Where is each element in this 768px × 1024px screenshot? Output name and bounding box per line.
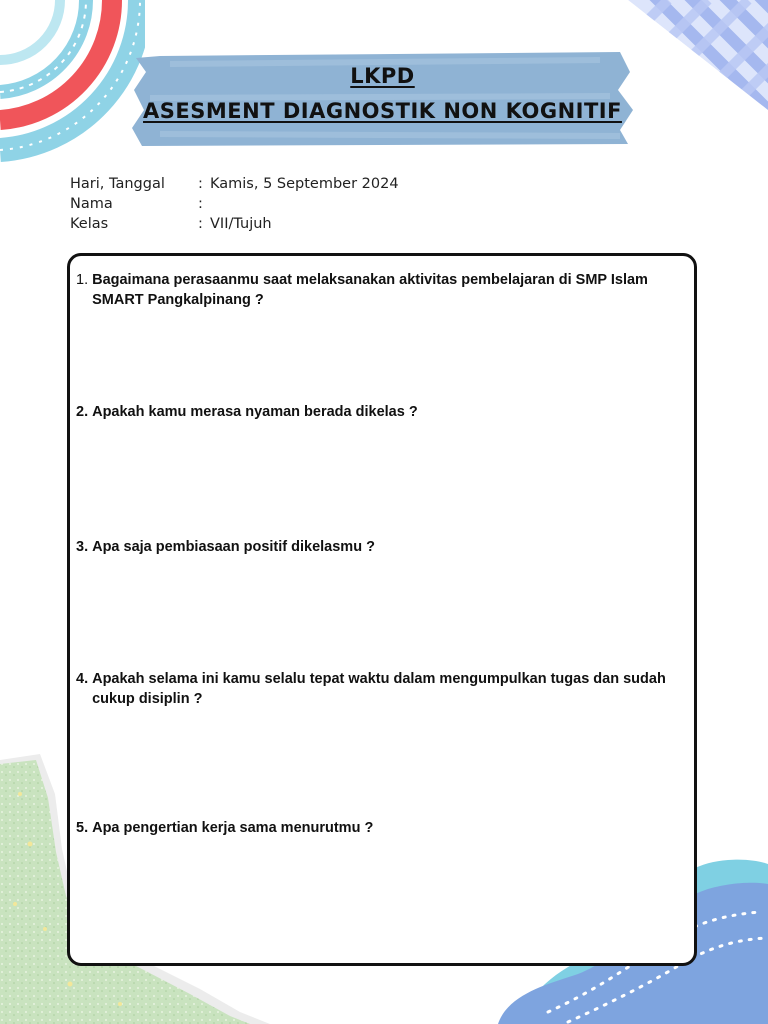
question-number: 4. <box>76 671 89 687</box>
question-text: Apa saja pembiasaan positif dikelasmu ? <box>92 539 375 555</box>
info-colon: : <box>198 176 203 192</box>
question-number: 3. <box>76 539 89 555</box>
question-text: Bagaimana perasaanmu saat melaksanakan aktivitas pembelajaran di SMP Islam SMART Pangkalpinang ? <box>92 272 648 308</box>
question-box <box>67 253 697 966</box>
question-1 <box>76 270 701 310</box>
info-label: Kelas <box>70 216 109 232</box>
question-number: 1. <box>76 272 89 288</box>
decorative-checkered-pattern <box>628 0 768 110</box>
info-colon: : <box>198 196 203 212</box>
info-row-date <box>70 174 399 194</box>
question-text: Apakah selama ini kamu selalu tepat waktu dalam mengumpulkan tugas dan sudah cukup disiplin ? <box>92 671 666 707</box>
question-5 <box>76 818 701 838</box>
info-value-date: Kamis, 5 September 2024 <box>210 176 399 192</box>
question-4 <box>76 669 701 709</box>
info-row-class <box>70 214 399 234</box>
info-value-class: VII/Tujuh <box>210 216 272 232</box>
question-text: Apakah kamu merasa nyaman berada dikelas ? <box>92 404 418 420</box>
question-number: 2. <box>76 404 89 420</box>
title-lkpd: LKPD <box>350 64 415 88</box>
question-3 <box>76 537 701 557</box>
decorative-arcs <box>0 0 145 165</box>
info-label: Nama <box>70 196 113 212</box>
title-banner <box>130 50 635 148</box>
student-info <box>70 174 399 234</box>
info-label: Hari, Tanggal <box>70 176 165 192</box>
question-text: Apa pengertian kerja sama menurutmu ? <box>92 820 374 836</box>
question-number: 5. <box>76 820 89 836</box>
question-2 <box>76 402 701 422</box>
title-asesment: ASESMENT DIAGNOSTIK NON KOGNITIF <box>143 99 622 123</box>
info-colon: : <box>198 216 203 232</box>
info-row-name <box>70 194 399 214</box>
